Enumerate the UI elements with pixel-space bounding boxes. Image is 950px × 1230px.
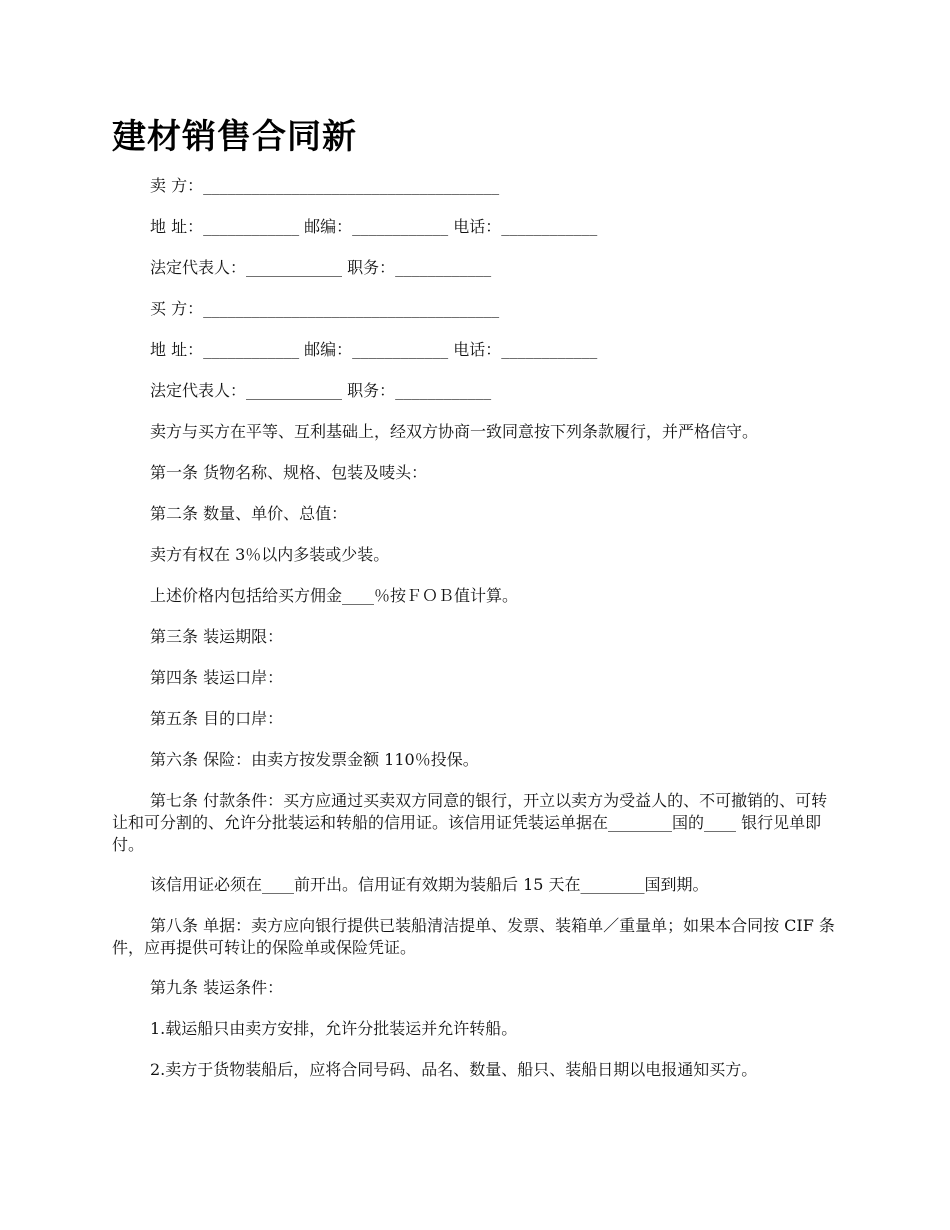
- document-title: 建材销售合同新: [112, 117, 357, 157]
- commission-paragraph: 上述价格内包括给买方佣金____％按ＦＯＢ值计算。: [150, 586, 519, 605]
- quantity-tolerance-paragraph: 卖方有权在 3％以内多装或少装。: [150, 545, 390, 564]
- credit-validity-paragraph: 该信用证必须在____前开出。信用证有效期为装船后 15 天在________国到期。: [150, 875, 709, 894]
- shipping-condition-2: 2.卖方于货物装船后，应将合同号码、品名、数量、船只、装船日期以电报通知买方。: [150, 1060, 758, 1079]
- clause-3: 第三条 装运期限：: [150, 627, 284, 646]
- clause-8: 第八条 单据：卖方应向银行提供已装船清洁提单、发票、装箱单／重量单；如果本合同按 CIF 条件，应再提供可转让的保险单或保险凭证。: [112, 916, 835, 957]
- clause-4: 第四条 装运口岸：: [150, 668, 284, 687]
- clause-7: 第七条 付款条件：买方应通过买卖双方同意的银行，开立以卖方为受益人的、不可撤销的、可转让和可分割的、允许分批装运和转船的信用证。该信用证凭装运单据在________国的____ 银行见单即付。: [112, 791, 828, 854]
- document-body: [112, 175, 842, 1100]
- seller-name-line: 卖 方：_____________________________________: [150, 176, 500, 195]
- clause-2: 第二条 数量、单价、总值：: [150, 504, 348, 523]
- buyer-address-line: 地 址：____________ 邮编：____________ 电话：____________: [150, 340, 598, 359]
- seller-representative-line: 法定代表人：____________ 职务：____________: [150, 258, 492, 277]
- preamble-paragraph: 卖方与买方在平等、互利基础上，经双方协商一致同意按下列条款履行，并严格信守。: [150, 422, 759, 441]
- clause-9: 第九条 装运条件：: [150, 978, 284, 997]
- shipping-condition-1: 1.载运船只由卖方安排，允许分批装运并允许转船。: [150, 1019, 518, 1038]
- seller-address-line: 地 址：____________ 邮编：____________ 电话：____________: [150, 217, 598, 236]
- buyer-name-line: 买 方：_____________________________________: [150, 299, 500, 318]
- buyer-representative-line: 法定代表人：____________ 职务：____________: [150, 381, 492, 400]
- clause-1: 第一条 货物名称、规格、包装及唛头：: [150, 463, 428, 482]
- clause-5: 第五条 目的口岸：: [150, 709, 284, 728]
- clause-6: 第六条 保险：由卖方按发票金额 110％投保。: [150, 750, 479, 769]
